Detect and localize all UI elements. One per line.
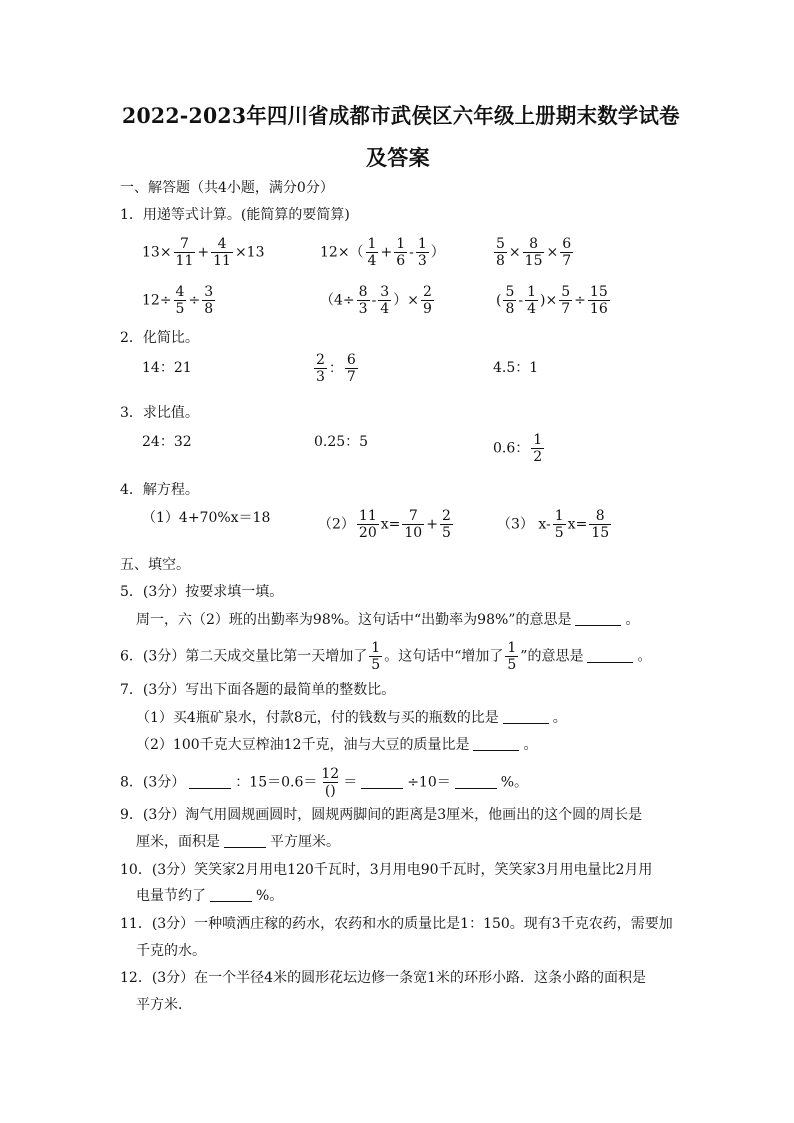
fraction: $\frac{2}{9}$ (422, 284, 432, 317)
fraction: $\frac{11}{20}$ (358, 508, 377, 541)
q1-label: 1．用递等式计算。(能简算的要简算) (120, 207, 350, 223)
answer-blank[interactable] (189, 774, 231, 789)
q4-label: 4．解方程。 (120, 482, 199, 498)
fraction: $\frac{1}{6}$ (396, 236, 406, 269)
answer-blank[interactable] (587, 648, 633, 663)
fraction: $\frac{1}{5}$ (507, 640, 517, 673)
q4-equation-1: （1）4+70%x＝18 (142, 510, 271, 526)
q1-expr-4: 12÷ $\frac{4}{5}$ ÷ $\frac{3}{8}$ (142, 284, 214, 317)
fraction: $\frac{12}{()}$ (321, 766, 340, 799)
q2-ratio-a: 14：21 (142, 360, 192, 376)
q3-ratio-a: 24：32 (142, 434, 192, 450)
fraction: $\frac{1}{2}$ (533, 432, 543, 465)
fraction: $\frac{1}{4}$ (527, 284, 537, 317)
q4-equation-2: （2） $\frac{11}{20}$ x= $\frac{7}{10}$ + $\frac{2}{5}$ (318, 508, 451, 541)
q12-line-1: 12．(3分）在一个半径4米的圆形花坛边修一条宽1米的环形小路．这条小路的面积是 (120, 970, 646, 986)
q4-equation-3: （3） x- $\frac{1}{5}$ x= $\frac{8}{15}$ (497, 508, 610, 541)
fraction: $\frac{8}{3}$ (358, 284, 368, 317)
q3-ratio-c: 0.6： $\frac{1}{2}$ (493, 432, 543, 465)
fraction: $\frac{3}{8}$ (204, 284, 214, 317)
answer-blank[interactable] (361, 774, 403, 789)
q10-line-2: 电量节约了 %。 (136, 888, 284, 904)
q7-label: 7．(3分）写出下面各题的最简单的整数比。 (120, 682, 396, 698)
fraction: $\frac{4}{11}$ (213, 236, 231, 269)
q10-line-1: 10．(3分）笑笑家2月用电120千瓦时，3月用电90千瓦时，笑笑家3月用电量比2月用 (120, 862, 653, 878)
fraction: $\frac{3}{4}$ (380, 284, 390, 317)
answer-blank[interactable] (224, 833, 266, 848)
answer-blank[interactable] (455, 774, 497, 789)
q9-line-2: 厘米，面积是 平方厘米。 (136, 834, 340, 850)
fraction: $\frac{5}{8}$ (505, 284, 515, 317)
fraction: $\frac{7}{10}$ (404, 508, 423, 541)
q1-expr-1: 13× $\frac{7}{11}$ + $\frac{4}{11}$ ×13 (142, 236, 265, 269)
fraction: $\frac{4}{5}$ (175, 284, 185, 317)
fraction: $\frac{2}{3}$ (316, 352, 325, 385)
q12-line-2: 平方米． (136, 997, 192, 1013)
section-5-heading: 五、填空。 (120, 557, 190, 573)
q3-label: 3．求比值。 (120, 405, 199, 421)
title-line-2: 及答案 (366, 145, 430, 170)
q1-expr-6: ( $\frac{5}{8}$ - $\frac{1}{4}$ )× $\frac{5}{7}$ ÷ $\frac{15}{16}$ (496, 284, 608, 317)
q1-expr-2: 12×（ $\frac{1}{4}$ + $\frac{1}{6}$ - $\frac{1}{3}$ ） (320, 236, 445, 269)
q5-label: 5．(3分）按要求填一填。 (120, 584, 284, 600)
q2-ratio-c: 4.5：1 (493, 360, 539, 376)
q9-line-1: 9．(3分）淘气用圆规画圆时，圆规两脚间的距离是3厘米，他画出的这个圆的周长是 (120, 807, 643, 823)
fraction: $\frac{1}{5}$ (371, 640, 381, 673)
fraction: $\frac{1}{5}$ (554, 508, 564, 541)
q11-line-2: 千克的水。 (136, 943, 206, 959)
q2-label: 2．化简比。 (120, 330, 199, 346)
q11-line-1: 11．(3分）一种喷洒庄稼的药水，农药和水的质量比是1：150。现有3千克农药，需要加 (120, 916, 673, 932)
fraction: $\frac{1}{3}$ (417, 236, 427, 269)
fraction: $\frac{1}{4}$ (367, 236, 377, 269)
answer-blank[interactable] (575, 611, 621, 626)
fraction: $\frac{5}{7}$ (561, 284, 571, 317)
q7-sub-1: （1）买4瓶矿泉水，付款8元，付的钱数与买的瓶数的比是 。 (136, 710, 567, 726)
fraction: $\frac{7}{11}$ (175, 236, 194, 269)
fraction: $\frac{15}{16}$ (589, 284, 608, 317)
q2-ratio-b: $\frac{2}{3}$ ： $\frac{6}{7}$ (316, 352, 356, 385)
q8-text: 8．(3分） ：15＝0.6＝ $\frac{12}{()}$ ＝ ÷10＝ %。 (120, 766, 529, 799)
answer-blank[interactable] (473, 736, 519, 751)
fraction: $\frac{5}{8}$ (496, 236, 505, 269)
fraction: $\frac{6}{7}$ (562, 236, 572, 269)
fraction: $\frac{8}{15}$ (524, 236, 543, 269)
section-1-heading: 一、解答题（共4小题，满分0分） (120, 180, 334, 196)
q7-sub-2: （2）100千克大豆榨油12千克，油与大豆的质量比是 。 (136, 737, 538, 753)
q5-text: 周一，六（2）班的出勤率为98%。这句话中“出勤率为98%”的意思是 。 (136, 612, 640, 628)
fraction: $\frac{8}{15}$ (591, 508, 610, 541)
fraction: $\frac{6}{7}$ (346, 352, 356, 385)
fraction: $\frac{2}{5}$ (441, 508, 451, 541)
answer-blank[interactable] (210, 887, 252, 902)
q6-text: 6．(3分）第二天成交量比第一天增加了 $\frac{1}{5}$ 。这句话中“增加了 $\frac{1}{5}$ ”的意思是 。 (120, 640, 652, 673)
q3-ratio-b: 0.25：5 (314, 434, 369, 450)
q1-expr-3: $\frac{5}{8}$ × $\frac{8}{15}$ × $\frac{6}{7}$ (496, 236, 572, 269)
title-line-1: 2022-2023年四川省成都市武侯区六年级上册期末数学试卷 (122, 103, 680, 128)
answer-blank[interactable] (503, 709, 549, 724)
q1-expr-5: （4÷ $\frac{8}{3}$ - $\frac{3}{4}$ ）× $\frac{2}{9}$ (320, 284, 432, 317)
